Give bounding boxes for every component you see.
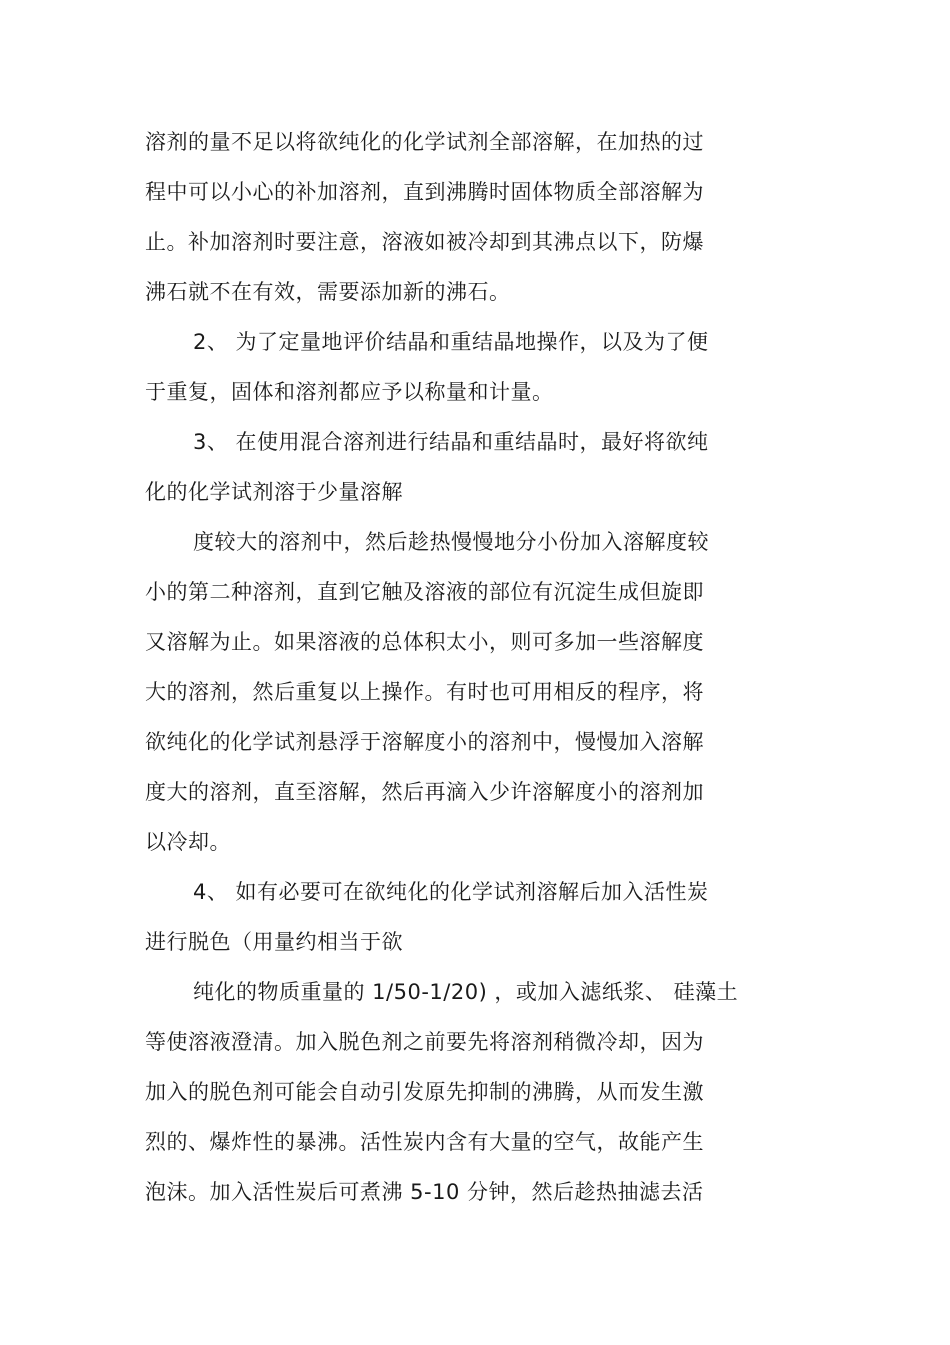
text-line: 纯化的物质重量的 1/50-1/20) ，或加入滤纸浆、 硅藻土 [193, 980, 739, 1004]
text-line: 烈的、爆炸性的暴沸。活性炭内含有大量的空气，故能产生 [145, 1130, 704, 1154]
text-line: 2、 为了定量地评价结晶和重结晶地操作，以及为了便 [193, 330, 709, 354]
text-line: 等使溶液澄清。加入脱色剂之前要先将溶剂稍微冷却，因为 [145, 1030, 704, 1054]
text-line: 加入的脱色剂可能会自动引发原先抑制的沸腾，从而发生激 [145, 1080, 704, 1104]
text-line: 止。补加溶剂时要注意，溶液如被冷却到其沸点以下，防爆 [145, 230, 704, 254]
text-line: 溶剂的量不足以将欲纯化的化学试剂全部溶解，在加热的过 [145, 130, 704, 154]
text-line: 4、 如有必要可在欲纯化的化学试剂溶解后加入活性炭 [193, 880, 709, 904]
text-line: 小的第二种溶剂，直到它触及溶液的部位有沉淀生成但旋即 [145, 580, 704, 604]
text-line: 以冷却。 [145, 830, 231, 854]
text-line: 又溶解为止。如果溶液的总体积太小，则可多加一些溶解度 [145, 630, 704, 654]
text-line: 3、 在使用混合溶剂进行结晶和重结晶时，最好将欲纯 [193, 430, 709, 454]
text-line: 度较大的溶剂中，然后趁热慢慢地分小份加入溶解度较 [193, 530, 709, 554]
text-line: 程中可以小心的补加溶剂，直到沸腾时固体物质全部溶解为 [145, 180, 704, 204]
text-line: 进行脱色（用量约相当于欲 [145, 930, 403, 954]
text-line: 化的化学试剂溶于少量溶解 [145, 480, 403, 504]
text-line: 沸石就不在有效，需要添加新的沸石。 [145, 280, 511, 304]
text-line: 大的溶剂，然后重复以上操作。有时也可用相反的程序，将 [145, 680, 704, 704]
text-line: 于重复，固体和溶剂都应予以称量和计量。 [145, 380, 554, 404]
text-line: 度大的溶剂，直至溶解，然后再滴入少许溶解度小的溶剂加 [145, 780, 704, 804]
text-line: 泡沫。加入活性炭后可煮沸 5-10 分钟，然后趁热抽滤去活 [145, 1180, 704, 1204]
text-line: 欲纯化的化学试剂悬浮于溶解度小的溶剂中，慢慢加入溶解 [145, 730, 704, 754]
